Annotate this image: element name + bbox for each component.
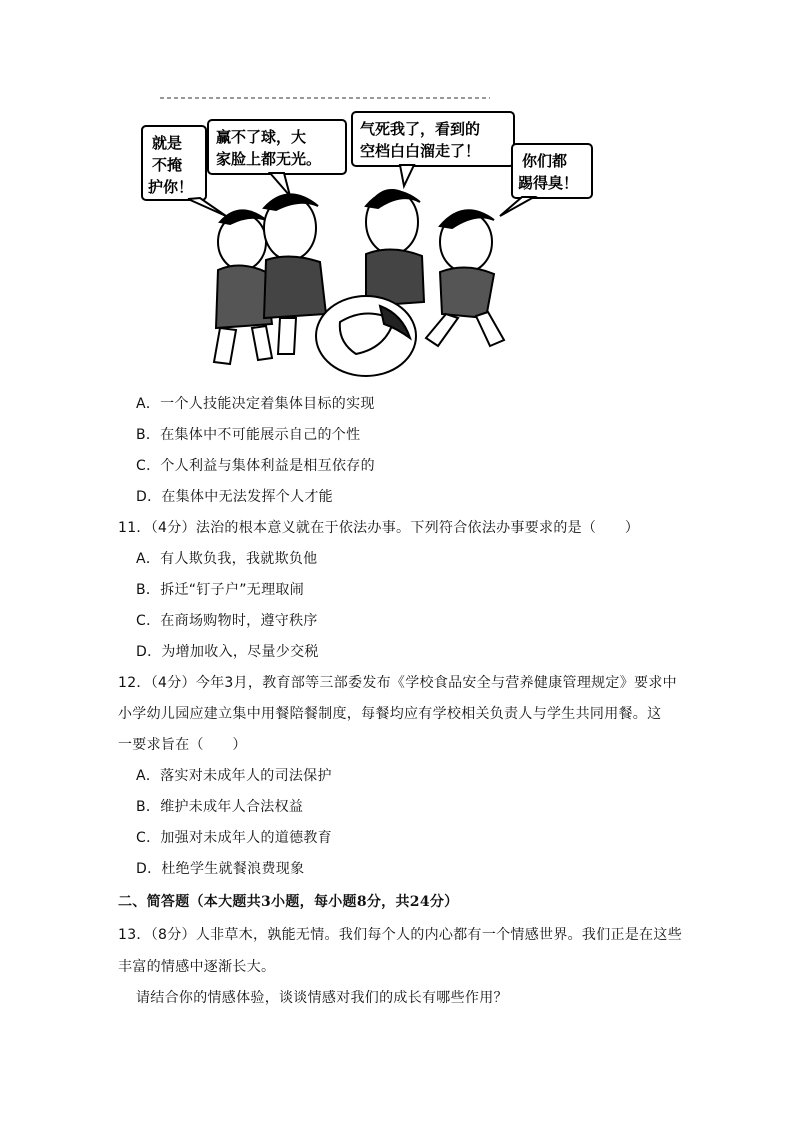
q10-option-a: A．一个人技能决定着集体目标的实现	[136, 396, 375, 412]
section-2-heading: 二、简答题（本大题共3小题，每小题8分，共24分）	[118, 894, 459, 910]
q11-option-b: B．拆迁“钉子户”无理取闹	[136, 582, 305, 598]
bubble-2-line-2: 家脸上都无光。	[216, 150, 322, 168]
bubble-1-line-1: 就是	[152, 134, 183, 152]
q11-stem: 11．（4分）法治的根本意义就在于依法办事。下列符合依法办事要求的是（ ）	[118, 520, 640, 536]
q12-stem-line-1: 12．（4分）今年3月，教育部等三部委发布《学校食品安全与营养健康管理规定》要求中	[118, 675, 677, 691]
q13-stem-line-2: 丰富的情感中逐渐长大。	[118, 959, 276, 975]
q13-stem-line-3: 请结合你的情感体验，谈谈情感对我们的成长有哪些作用？	[136, 990, 508, 1006]
speech-bubble-2	[208, 120, 346, 196]
q10-option-d: D．在集体中无法发挥个人才能	[136, 489, 333, 505]
bubble-1-line-2: 不掩	[152, 156, 183, 174]
q12-stem-line-3: 一要求旨在（ ）	[118, 737, 247, 753]
q12-option-a: A．落实对未成年人的司法保护	[136, 768, 332, 784]
q12-option-d: D．杜绝学生就餐浪费现象	[136, 861, 305, 877]
q12-option-b: B．维护未成年人合法权益	[136, 799, 304, 815]
speech-bubble-3	[352, 112, 514, 186]
bubble-2-line-1: 赢不了球，大	[216, 128, 307, 146]
bubble-3-line-2: 空档白白溜走了！	[360, 142, 481, 160]
bubble-3-line-1: 气死我了，看到的	[360, 120, 481, 138]
q10-option-c: C．个人利益与集体利益是相互依存的	[136, 458, 375, 474]
bubble-4-line-2: 踢得臭！	[518, 174, 579, 192]
q11-option-d: D．为增加收入，尽量少交税	[136, 644, 319, 660]
q13-stem-line-1: 13．（8分）人非草木，孰能无情。我们每个人的内心都有一个情感世界。我们正是在这些	[118, 927, 683, 943]
cartoon-illustration	[130, 92, 600, 388]
q12-option-c: C．加强对未成年人的道德教育	[136, 830, 332, 846]
q11-option-a: A．有人欺负我，我就欺负他	[136, 551, 318, 567]
q11-option-c: C．在商场购物时，遵守秩序	[136, 613, 318, 629]
q12-stem-line-2: 小学幼儿园应建立集中用餐陪餐制度，每餐均应有学校相关负责人与学生共同用餐。这	[118, 706, 662, 722]
bubble-1-line-3: 护你！	[148, 178, 194, 196]
bubble-4-line-1: 你们都	[522, 152, 568, 170]
cartoon-figures	[214, 190, 504, 376]
speech-bubble-4	[500, 144, 592, 216]
q10-option-b: B．在集体中不可能展示自己的个性	[136, 427, 361, 443]
